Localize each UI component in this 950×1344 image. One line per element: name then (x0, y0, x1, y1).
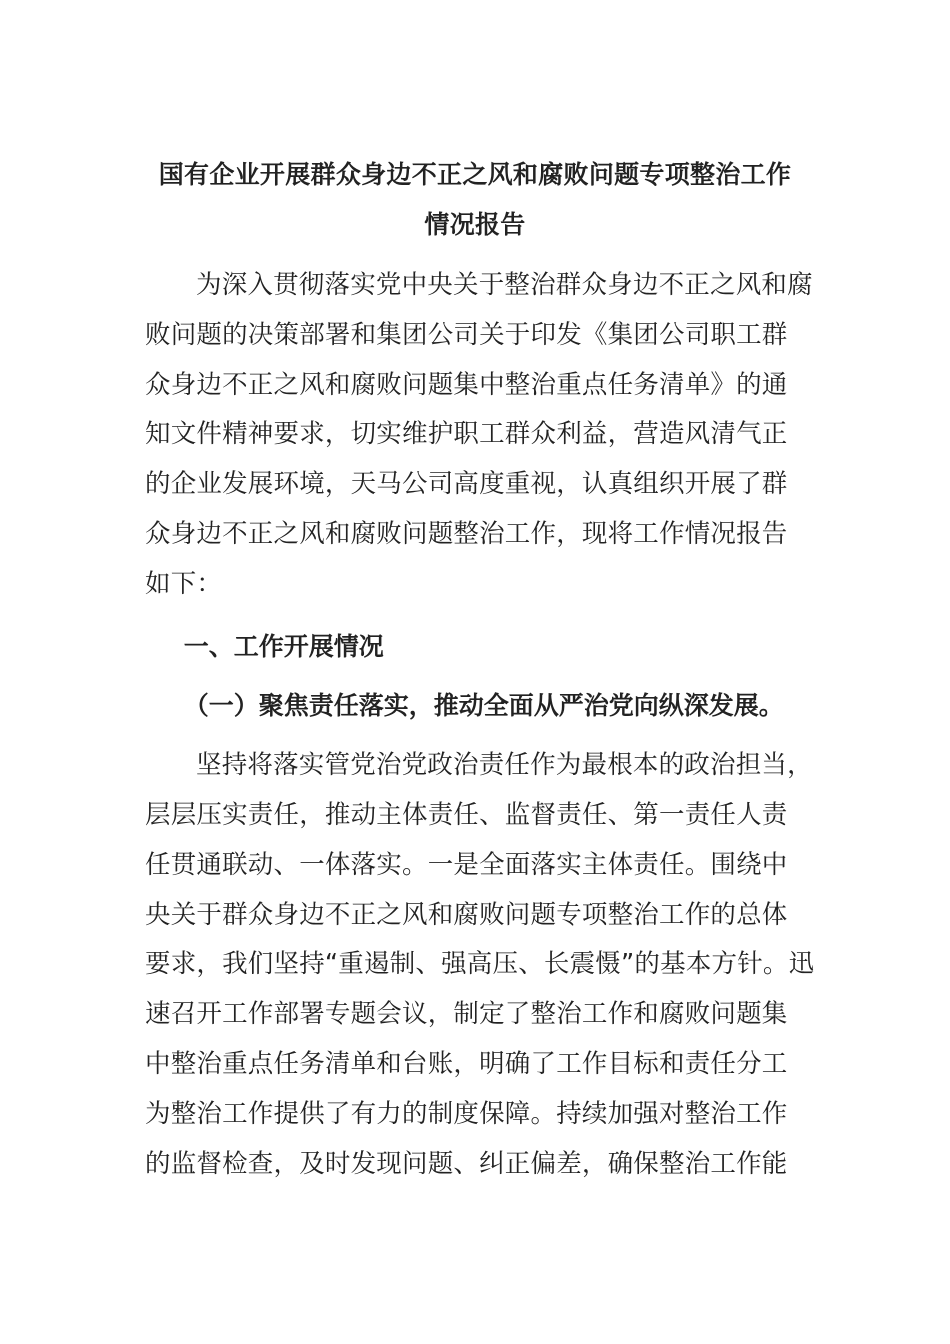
subsection-heading-1: （一）聚焦责任落实，推动全面从严治党向纵深发展。 (183, 691, 784, 721)
text-line: 知文件精神要求，切实维护职工群众利益，营造风清气正 (145, 419, 788, 450)
text-line: 的企业发展环境，天马公司高度重视，认真组织开展了群 (145, 469, 788, 500)
text-line: 败问题的决策部署和集团公司关于印发《集团公司职工群 (145, 319, 788, 350)
title-line-1: 国有企业开展群众身边不正之风和腐败问题专项整治工作 (158, 160, 792, 189)
intro-paragraph (145, 261, 813, 610)
title-line-2: 情况报告 (424, 210, 526, 239)
text-line: 任贯通联动、一体落实。一是全面落实主体责任。围绕中 (145, 849, 788, 880)
text-line: 速召开工作部署专题会议，制定了整治工作和腐败问题集 (145, 999, 788, 1030)
document-title (145, 150, 805, 250)
text-line: 为深入贯彻落实党中央关于整治群众身边不正之风和腐 (196, 270, 813, 300)
text-line: 的监督检查，及时发现问题、纠正偏差，确保整治工作能 (145, 1148, 788, 1179)
document-body (145, 261, 815, 1189)
text-line: 央关于群众身边不正之风和腐败问题专项整治工作的总体 (145, 899, 788, 930)
text-line: 中整治重点任务清单和台账，明确了工作目标和责任分工 (145, 1048, 788, 1079)
text-line: 坚持将落实管党治党政治责任作为最根本的政治担当， (196, 750, 813, 781)
section-1-paragraph (145, 741, 815, 1189)
text-line: 如下： (145, 568, 223, 599)
text-line: 为整治工作提供了有力的制度保障。持续加强对整治工作 (145, 1098, 788, 1129)
text-line: 众身边不正之风和腐败问题集中整治重点任务清单》的通 (145, 369, 788, 400)
text-line: 要求，我们坚持“重遏制、强高压、长震慑”的基本方针。迅 (145, 949, 815, 980)
text-line: 众身边不正之风和腐败问题整治工作，现将工作情况报告 (145, 518, 788, 549)
section-heading-1: 一、工作开展情况 (183, 631, 384, 661)
text-line: 层层压实责任，推动主体责任、监督责任、第一责任人责 (145, 799, 788, 830)
